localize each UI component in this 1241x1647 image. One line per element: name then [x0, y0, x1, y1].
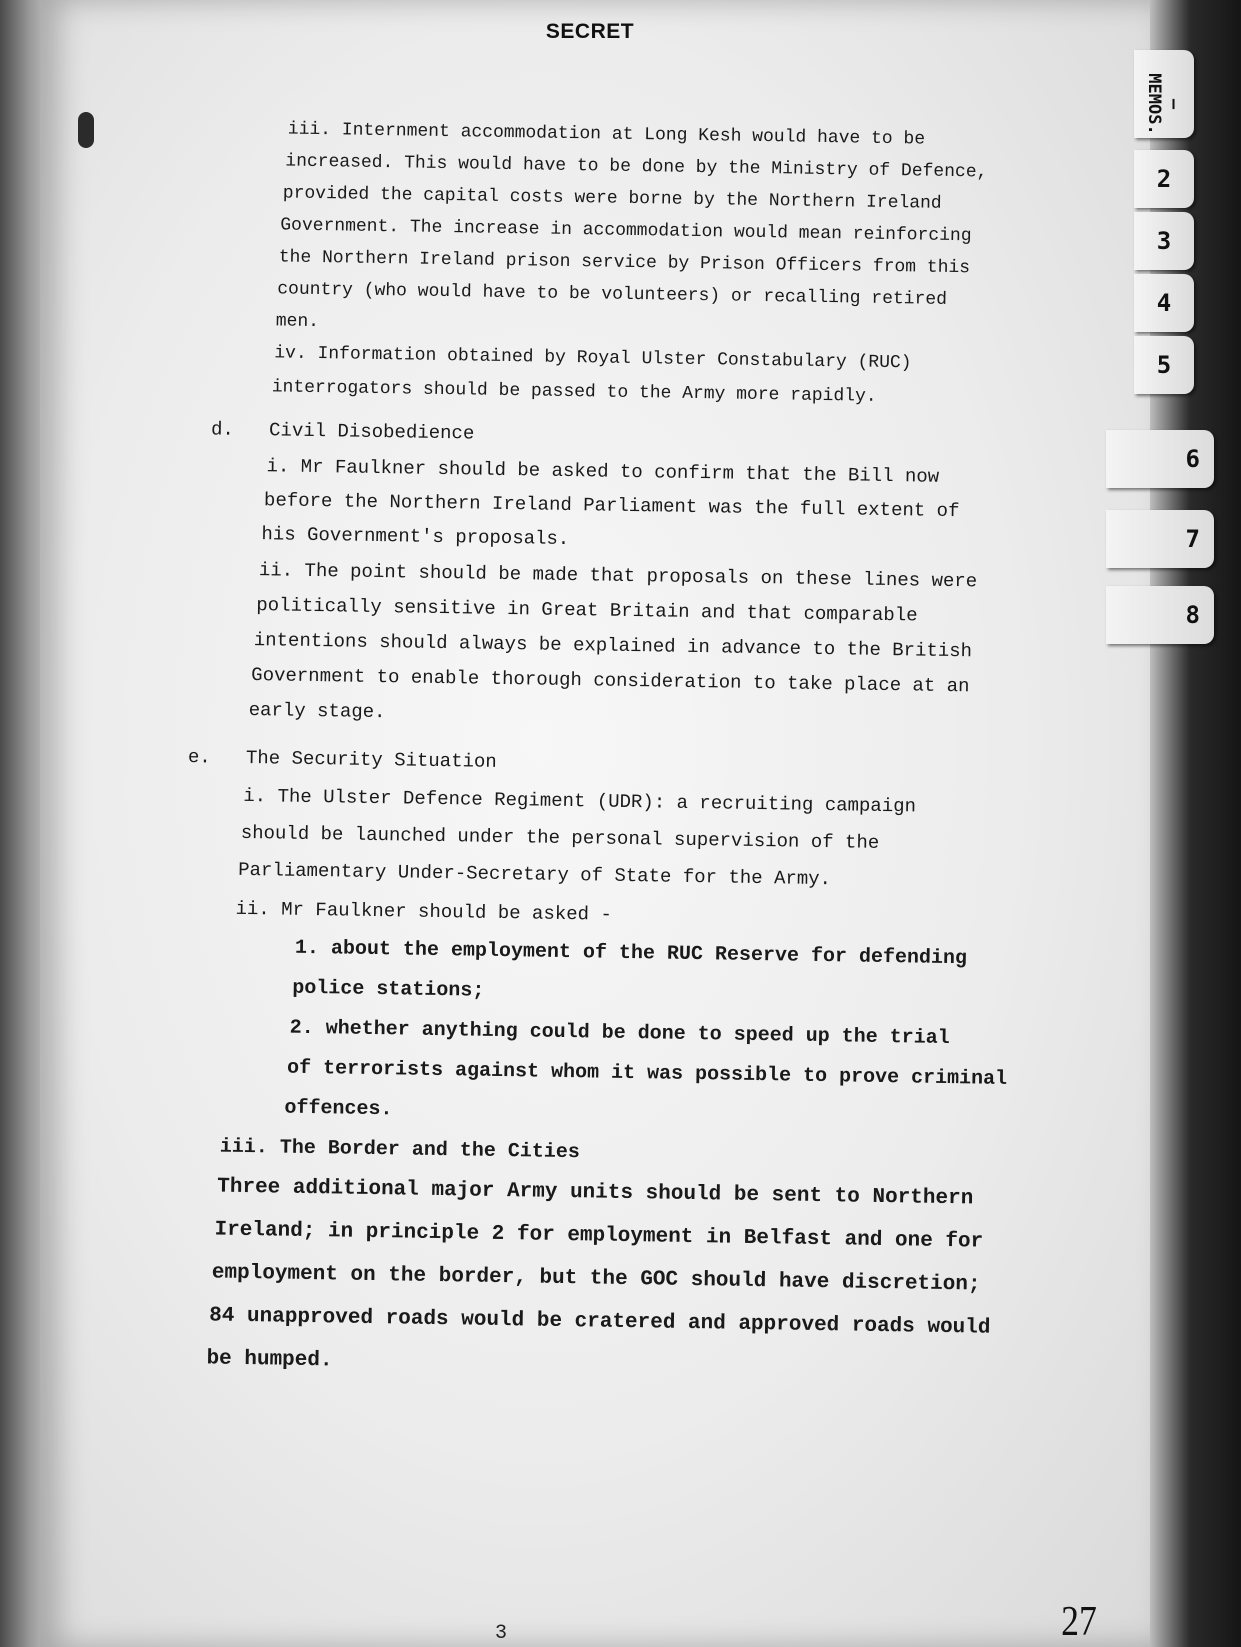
- text-line: should be launched under the personal supervision of the: [240, 821, 880, 854]
- text-line: early stage.: [248, 698, 386, 724]
- text-line: ii. The point should be made that proposals on these lines were: [258, 559, 978, 593]
- text-line: be humped.: [206, 1347, 333, 1373]
- section-heading: Civil Disobedience: [268, 419, 475, 445]
- classification-header: SECRET: [545, 20, 635, 43]
- text-line: offences.: [284, 1096, 393, 1122]
- index-tab-8[interactable]: 8: [1106, 586, 1214, 644]
- index-tabs: [1120, 30, 1241, 1030]
- index-tab-5[interactable]: 5: [1134, 336, 1194, 394]
- subsection-heading: iii. The Border and the Cities: [219, 1135, 581, 1165]
- section-label: e.: [187, 746, 211, 769]
- text-line: Ireland; in principle 2 for employment in Belfast and one for: [214, 1218, 984, 1254]
- folio-number: 27: [1061, 1599, 1097, 1645]
- section-label: d.: [210, 418, 235, 441]
- binder-hole: [78, 112, 94, 148]
- text-line: before the Northern Ireland Parliament was the full extent of: [263, 489, 960, 523]
- paper-page: [40, 0, 1150, 1647]
- index-tab-6[interactable]: 6: [1106, 430, 1214, 488]
- text-line: his Government's proposals.: [261, 523, 570, 551]
- text-line: iii. Internment accommodation at Long Kesh would have to be: [287, 119, 926, 150]
- index-tab-4[interactable]: 4: [1134, 274, 1194, 332]
- text-line: employment on the border, but the GOC should have discretion;: [211, 1261, 981, 1297]
- text-line: Three additional major Army units should be sent to Northern: [217, 1175, 974, 1211]
- text-line: interrogators should be passed to the Army more rapidly.: [271, 377, 877, 407]
- text-line: Government to enable thorough consideration to take place at an: [251, 664, 970, 698]
- index-tab-7[interactable]: 7: [1106, 510, 1214, 568]
- text-line: 2. whether anything could be done to speed up the trial: [289, 1016, 950, 1051]
- text-line: country (who would have to be volunteers) or recalling retired: [277, 279, 948, 310]
- text-line: Government. The increase in accommodation would mean reinforcing: [280, 215, 972, 247]
- text-line: of terrorists against whom it was possible to prove criminal: [286, 1056, 1008, 1091]
- index-tab-3[interactable]: 3: [1134, 212, 1194, 270]
- section-heading: The Security Situation: [245, 746, 497, 773]
- text-line: provided the capital costs were borne by the Northern Ireland: [282, 183, 942, 214]
- text-line: politically sensitive in Great Britain and that comparable: [256, 594, 918, 627]
- text-line: increased. This would have to be done by the Ministry of Defence,: [285, 151, 988, 183]
- text-line: ii. Mr Faulkner should be asked -: [235, 897, 612, 926]
- text-line: 1. about the employment of the RUC Reserve for defending: [294, 936, 968, 971]
- text-line: intentions should always be explained in advance to the British: [253, 629, 973, 663]
- index-tab-2[interactable]: 2: [1134, 150, 1194, 208]
- document-body: [187, 118, 1090, 1373]
- text-line: 84 unapproved roads would be cratered and approved roads would: [209, 1304, 991, 1340]
- text-line: i. The Ulster Defence Regiment (UDR): a recruiting campaign: [243, 784, 917, 818]
- page-number: 3: [495, 1622, 508, 1645]
- text-line: men.: [275, 311, 320, 333]
- index-tab-memos[interactable]: — MEMOS.: [1134, 50, 1194, 138]
- text-line: iv. Information obtained by Royal Ulster Constabulary (RUC): [274, 343, 912, 374]
- text-line: the Northern Ireland prison service by Prison Officers from this: [278, 247, 971, 279]
- text-line: i. Mr Faulkner should be asked to confirm that the Bill now: [266, 455, 940, 488]
- text-line: police stations;: [292, 976, 485, 1003]
- text-line: Parliamentary Under-Secretary of State for the Army.: [238, 858, 832, 891]
